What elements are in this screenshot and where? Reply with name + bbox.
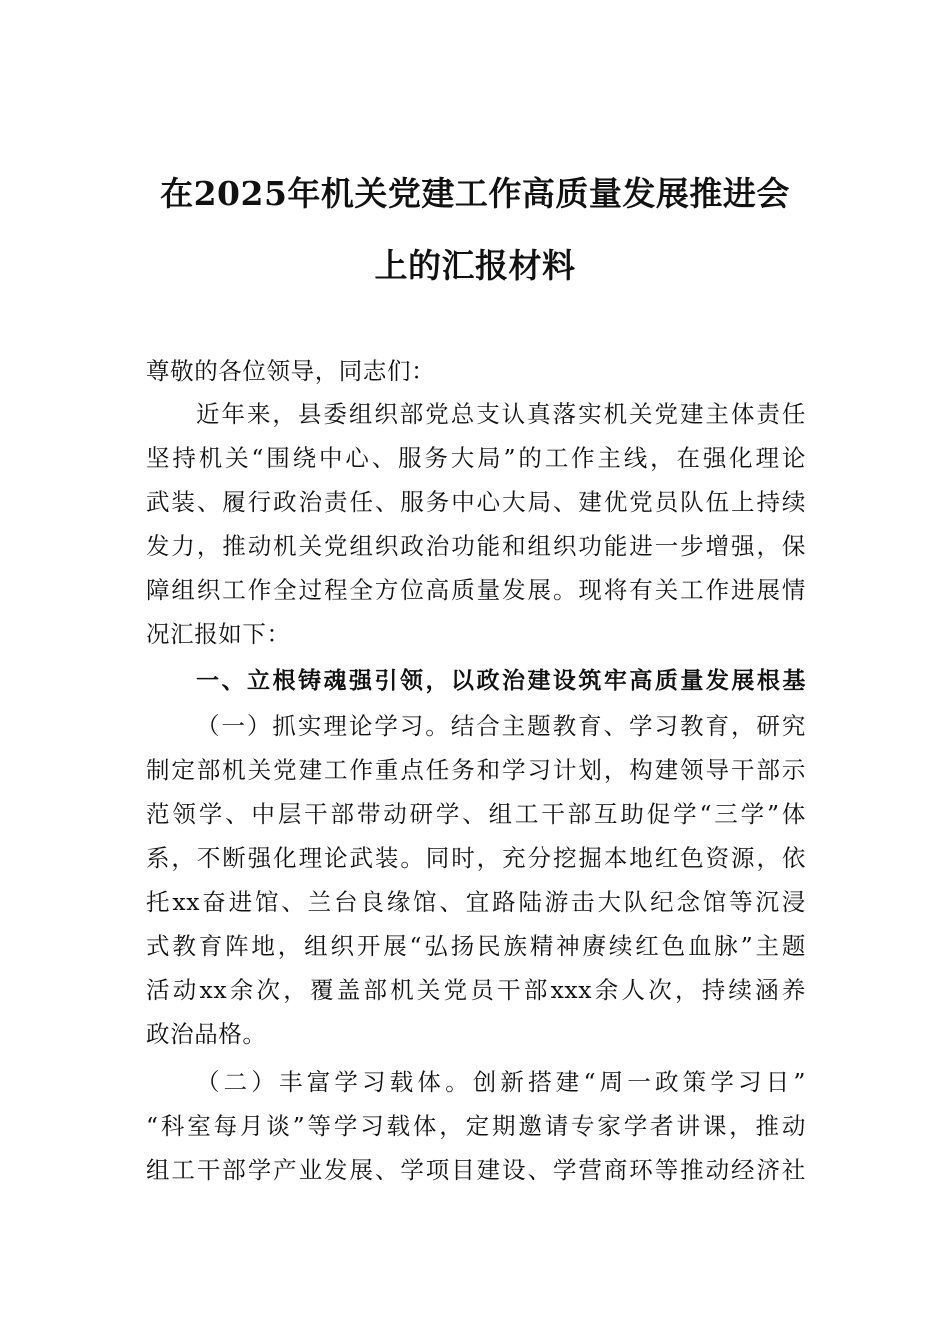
item1-line: （一）抓实理论学习。结合主题教育、学习教育，研究: [196, 712, 806, 740]
document-title-line-2: 上的汇报材料: [374, 246, 576, 285]
item1-line: 系，不断强化理论武装。同时，充分挖掘本地红色资源，依: [146, 844, 806, 872]
item2-line: 组工干部学产业发展、学项目建设、学营商环等推动经济社: [146, 1156, 806, 1184]
section-heading: 一、立根铸魂强引领，以政治建设筑牢高质量发展根基: [196, 668, 806, 694]
item1-line: 政治品格。: [146, 1020, 267, 1048]
intro-line: 坚持机关“围绕中心、服务大局”的工作主线，在强化理论: [146, 444, 806, 472]
salutation: 尊敬的各位领导，同志们：: [146, 357, 436, 385]
intro-line: 障组织工作全过程全方位高质量发展。现将有关工作进展情: [146, 576, 806, 604]
item1-line: 范领学、中层干部带动研学、组工干部互助促学“三学”体: [146, 800, 806, 828]
intro-line: 发力，推动机关党组织政治功能和组织功能进一步增强，保: [146, 532, 806, 560]
intro-line: 武装、履行政治责任、服务中心大局、建优党员队伍上持续: [146, 488, 806, 516]
item1-line: 托xx奋进馆、兰台良缘馆、宜路陆游击大队纪念馆等沉浸: [146, 888, 806, 916]
item1-line: 制定部机关党建工作重点任务和学习计划，构建领导干部示: [146, 756, 806, 784]
item2-line: “科室每月谈”等学习载体，定期邀请专家学者讲课，推动: [146, 1112, 806, 1140]
intro-line: 近年来，县委组织部党总支认真落实机关党建主体责任: [196, 400, 806, 428]
item1-line: 式教育阵地，组织开展“弘扬民族精神赓续红色血脉”主题: [146, 932, 806, 960]
document-title-line-1: 在2025年机关党建工作高质量发展推进会: [160, 174, 790, 213]
item2-line: （二）丰富学习载体。创新搭建“周一政策学习日”: [196, 1068, 806, 1096]
intro-line: 况汇报如下：: [146, 620, 291, 648]
item1-line: 活动xx余次，覆盖部机关党员干部xxx余人次，持续涵养: [146, 976, 806, 1004]
